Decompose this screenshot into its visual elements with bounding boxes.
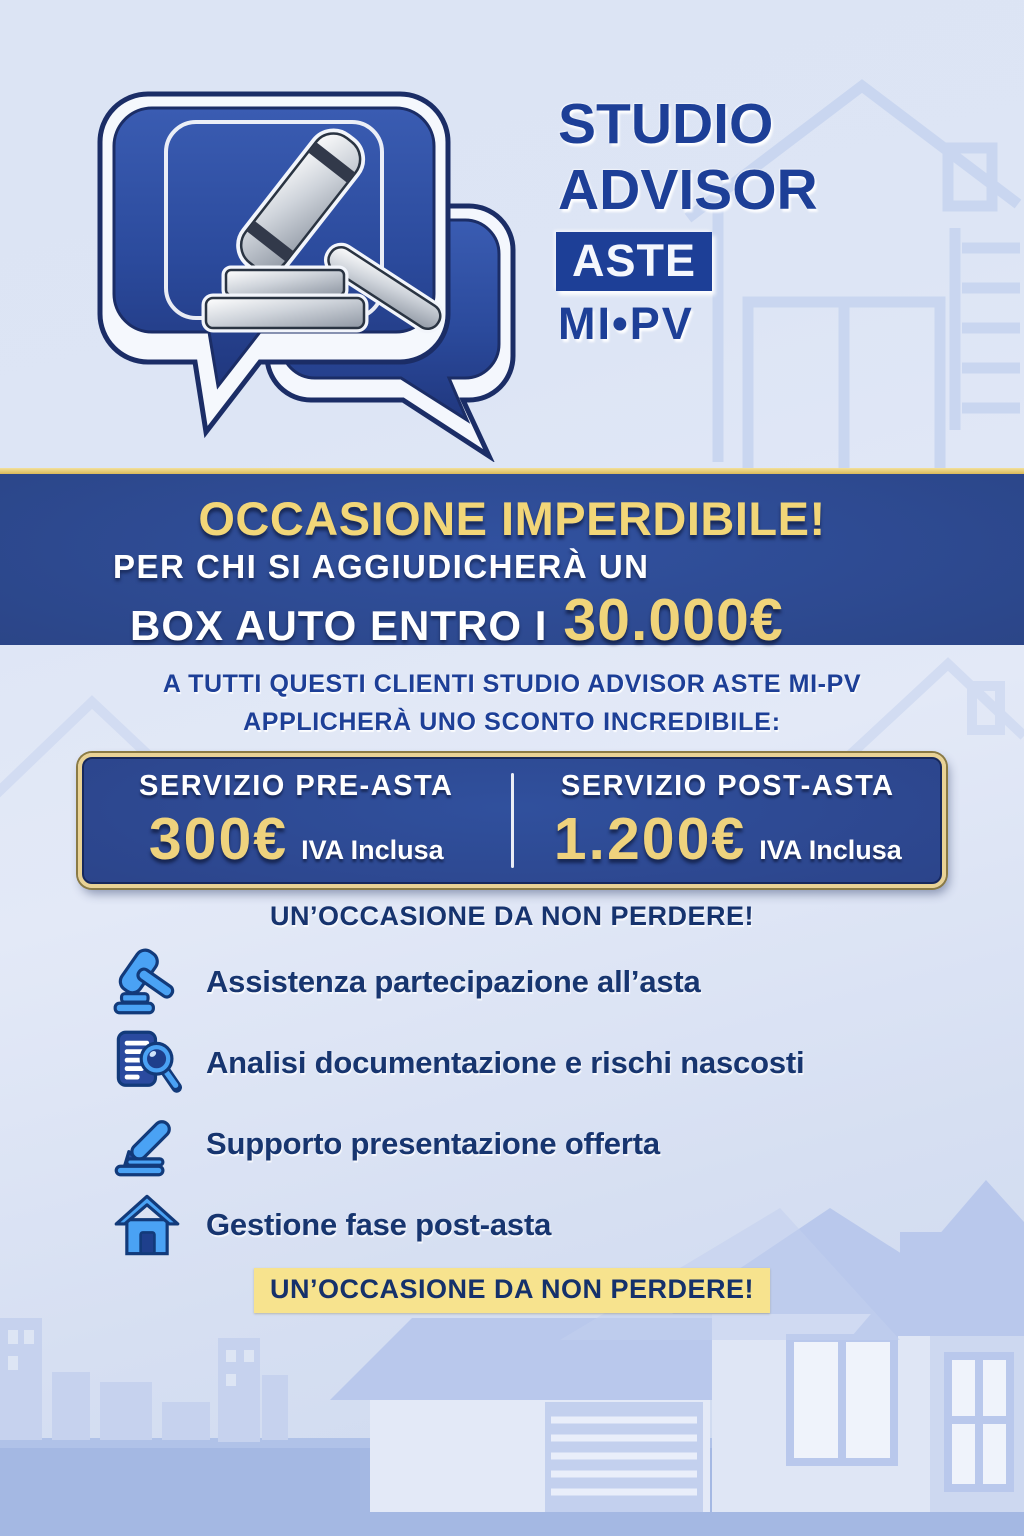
footer-highlight-banner <box>0 1268 1024 1313</box>
post-asta-title: SERVIZIO POST-ASTA <box>560 770 895 802</box>
brand-title-line1: STUDIO <box>558 92 774 156</box>
pricing-post-asta <box>514 757 943 884</box>
pre-asta-price-row <box>149 805 444 873</box>
pricing-pre-asta <box>82 757 511 884</box>
benefit-item-supporto <box>112 1103 994 1184</box>
benefit-label: Gestione fase post-asta <box>206 1206 552 1242</box>
brand-title <box>558 92 818 349</box>
intro-line2 <box>0 708 1024 737</box>
pre-asta-price: 300€ <box>148 806 289 872</box>
benefit-label: Analisi documentazione e rischi nascosti <box>206 1044 805 1080</box>
banner-offer-amount: 30.000€ <box>563 586 784 653</box>
house-icon <box>112 1190 182 1260</box>
gavel-icon <box>112 947 182 1017</box>
post-asta-vat-note: IVA Inclusa <box>759 835 902 865</box>
post-asta-price: 1.200€ <box>553 806 747 872</box>
speech-bubble-gavel-logo-icon <box>86 84 536 462</box>
intro-line2-strong: SCONTO INCREDIBILE: <box>484 708 781 736</box>
brand-title-line2: ADVISOR <box>558 158 818 222</box>
occasion-heading: UN’OCCASIONE DA NON PERDERE! <box>269 901 755 931</box>
benefit-item-assistenza <box>112 941 994 1022</box>
footer-highlight-text: UN’OCCASIONE DA NON PERDERE! <box>254 1268 770 1313</box>
offer-banner <box>0 468 1024 653</box>
pre-asta-vat-note: IVA Inclusa <box>301 835 444 865</box>
banner-headline: OCCASIONE IMPERDIBILE! <box>198 492 826 545</box>
benefit-item-gestione <box>112 1184 994 1265</box>
benefit-label: Assistenza partecipazione all’asta <box>206 963 701 999</box>
intro-line1: A TUTTI QUESTI CLIENTI STUDIO ADVISOR ASTE MI-PV <box>162 670 862 698</box>
banner-offer-line <box>130 586 1024 654</box>
brand-region: MI•PV <box>558 298 694 349</box>
header-logo-section <box>0 78 1024 458</box>
benefit-item-analisi <box>112 1022 994 1103</box>
banner-body <box>0 474 1024 653</box>
benefit-label: Supporto presentazione offerta <box>206 1125 660 1161</box>
banner-offer-text: BOX AUTO ENTRO I <box>130 601 548 649</box>
pen-icon <box>112 1109 182 1179</box>
document-search-icon <box>112 1028 182 1098</box>
banner-subline: PER CHI SI AGGIUDICHERÀ UN <box>113 548 650 586</box>
pre-asta-title: SERVIZIO PRE-ASTA <box>139 770 454 802</box>
intro-line2-normal: APPLICHERÀ UNO <box>243 708 477 736</box>
post-asta-price-row <box>554 805 902 873</box>
intro-text <box>0 670 1024 737</box>
benefits-list <box>112 941 994 1265</box>
brand-badge-aste: ASTE <box>556 232 712 291</box>
pricing-card <box>78 753 946 888</box>
